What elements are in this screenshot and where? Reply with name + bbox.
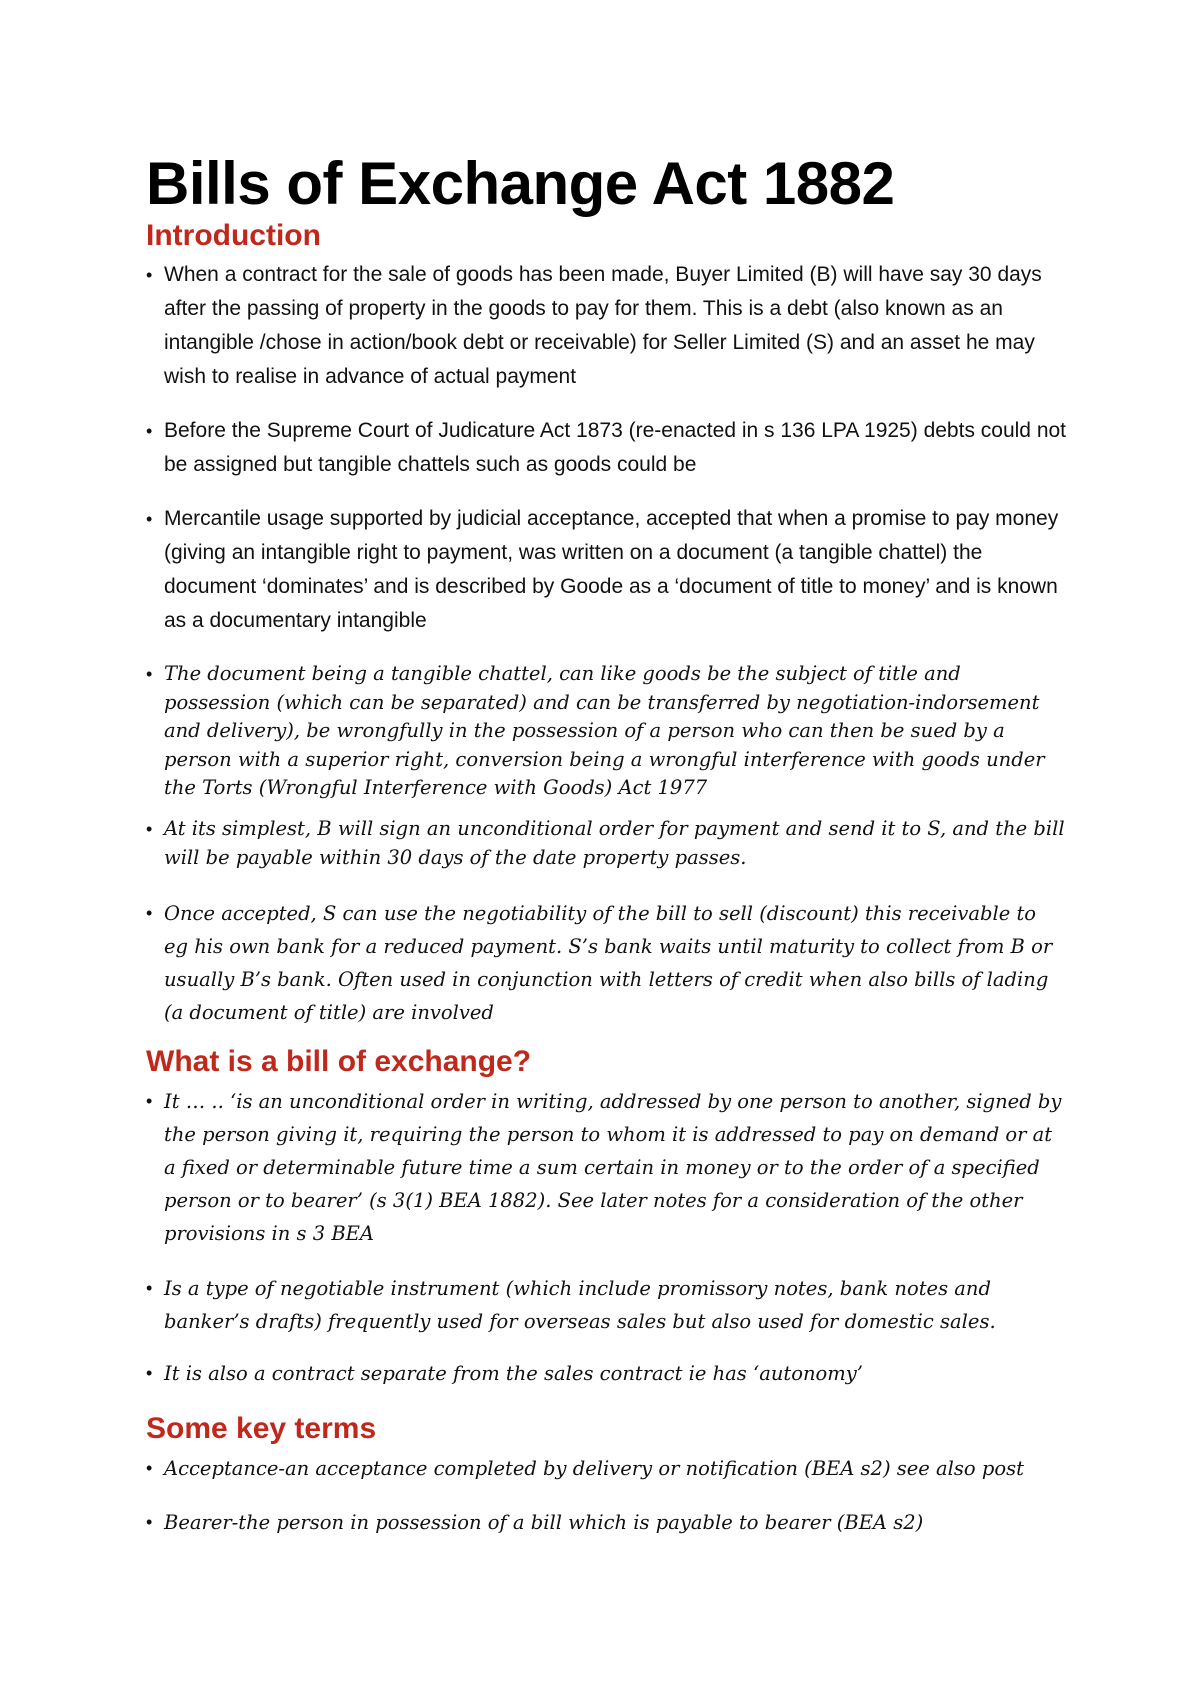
- list-item: [146, 897, 1066, 1029]
- list-item-text: Mercantile usage supported by judicial acceptance, accepted that when a promise to pay money (giving an intangible right to payment, was written on a document (a tangible chattel) the document ‘dominates’ and is described by Goode as a ‘document of title to money’ and is known as a documentary intangible: [164, 507, 1059, 632]
- section-heading-what-is: What is a bill of exchange?: [146, 1045, 532, 1078]
- list-item-text: Is a type of negotiable instrument (which include promissory notes, bank notes and banker’s drafts) frequently used for overseas sales but also used for domestic sales.: [164, 1277, 996, 1333]
- bullet-icon: •: [146, 1091, 153, 1111]
- list-item: [146, 414, 1066, 482]
- bullet-icon: •: [146, 819, 153, 839]
- list-item-text: Acceptance-an acceptance completed by delivery or notification (BEA s2) see also post: [164, 1457, 1024, 1480]
- bullet-icon: •: [146, 421, 153, 441]
- list-item-text: When a contract for the sale of goods has been made, Buyer Limited (B) will have say 30 days after the passing of property in the goods to pay for them. This is a debt (also known as an intangible /chose in action/book debt or receivable) for Seller Limited (S) and an asset he may wish to realise in advance of actual payment: [164, 263, 1042, 388]
- list-item: [146, 1272, 1066, 1338]
- bullet-icon: •: [146, 1458, 153, 1478]
- list-item: [146, 502, 1066, 638]
- bullet-icon: •: [146, 1278, 153, 1298]
- bullet-icon: •: [146, 664, 153, 684]
- bullet-icon: •: [146, 903, 153, 923]
- list-item: [146, 815, 1066, 872]
- bullet-icon: •: [146, 1363, 153, 1383]
- list-item-text: Once accepted, S can use the negotiability of the bill to sell (discount) this receivable to eg his own bank for a reduced payment. S’s bank waits until maturity to collect from B or usually B’s bank. Often used in conjunction with letters of credit when also bills of lading (a document of title) are involved: [164, 902, 1053, 1024]
- section-heading-introduction: Introduction: [146, 219, 321, 252]
- list-item-text: Bearer-the person in possession of a bill which is payable to bearer (BEA s2): [164, 1511, 924, 1534]
- list-item: [146, 258, 1066, 394]
- page-title: Bills of Exchange Act 1882: [146, 150, 895, 217]
- list-item-text: It … .. ‘is an unconditional order in writing, addressed by one person to another, signed by the person giving it, requiring the person to whom it is addressed to pay on demand or at a fixed or determinable future time a sum certain in money or to the order of a specified person or to bearer’ (s 3(1) BEA 1882). See later notes for a consideration of the other provisions in s 3 BEA: [164, 1090, 1062, 1245]
- list-item-text: At its simplest, B will sign an unconditional order for payment and send it to S, and the bill will be payable within 30 days of the date property passes.: [164, 817, 1065, 869]
- list-item: [146, 660, 1066, 803]
- bullet-icon: •: [146, 1512, 153, 1532]
- bullet-icon: •: [146, 265, 153, 285]
- bullet-icon: •: [146, 509, 153, 529]
- list-item: [146, 1085, 1066, 1250]
- list-item-text: It is also a contract separate from the sales contract ie has ‘autonomy’: [164, 1362, 863, 1385]
- section-heading-key-terms: Some key terms: [146, 1412, 377, 1445]
- list-item: [146, 1357, 1066, 1390]
- list-item: [146, 1452, 1066, 1485]
- list-item-text: The document being a tangible chattel, can like goods be the subject of title and possession (which can be separated) and can be transferred by negotiation-indorsement and delivery), be wrongfully in the possession of a person who can then be sued by a person with a superior right, conversion being a wrongful interference with goods under the Torts (Wrongful Interference with Goods) Act 1977: [164, 662, 1045, 799]
- list-item: [146, 1506, 1066, 1539]
- list-item-text: Before the Supreme Court of Judicature Act 1873 (re-enacted in s 136 LPA 1925) debts could not be assigned but tangible chattels such as goods could be: [164, 419, 1067, 476]
